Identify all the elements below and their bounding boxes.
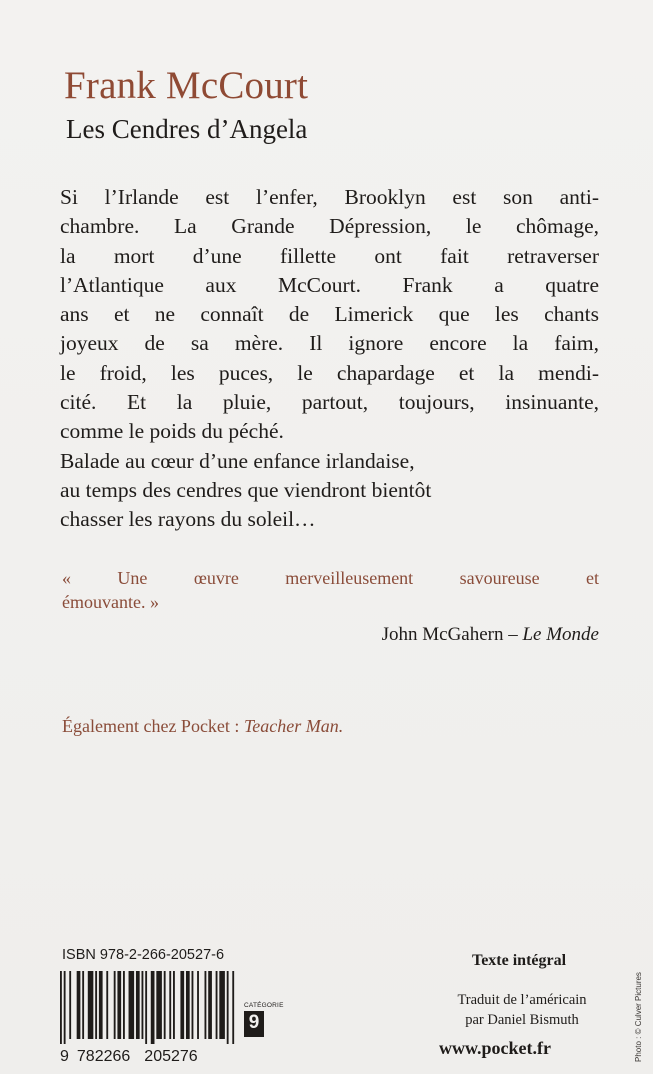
also-available	[62, 716, 343, 737]
also-book-title: Teacher Man.	[243, 716, 344, 736]
publisher-url: www.pocket.fr	[439, 1038, 551, 1058]
press-quote	[62, 566, 599, 614]
blurb-line: ans et ne connaît de Limerick que les chants	[60, 302, 599, 327]
barcode-group-1: 782266	[76, 1048, 131, 1065]
quote-line: « Une œuvre merveilleusement savoureuse et	[62, 568, 599, 588]
barcode-group-2: 205276	[144, 1048, 198, 1065]
blurb	[60, 183, 599, 535]
quote-source: Le Monde	[522, 624, 599, 645]
quote-attribution	[382, 624, 599, 646]
book-title: Les Cendres d’Angela	[66, 114, 308, 144]
blurb-line: cité. Et la pluie, partout, toujours, insinuante,	[60, 390, 599, 415]
also-prefix: Également chez Pocket :	[62, 716, 244, 736]
photo-credit: Photo : © Culver Pictures	[634, 972, 643, 1062]
integral-text-note: Texte intégral	[472, 952, 567, 969]
blurb-line: chambre. La Grande Dépression, le chômage,	[60, 214, 599, 239]
price-category	[244, 1002, 284, 1037]
isbn-number: ISBN 978-2-266-20527-6	[62, 947, 225, 963]
barcode-first-digit: 9	[60, 1048, 69, 1065]
translation-line: Traduit de l’américain	[457, 992, 587, 1008]
attribution-dash: –	[503, 624, 523, 645]
quote-line: émouvante. »	[62, 592, 159, 612]
blurb-line: la mort d’une fillette ont fait retraverser	[60, 243, 599, 268]
blurb-line: l’Atlantique aux McCourt. Frank a quatre	[60, 272, 599, 297]
blurb-line: au temps des cendres que viendront bientôt	[60, 477, 432, 502]
quote-author: John McGahern	[381, 624, 504, 645]
barcode	[60, 971, 236, 1044]
category-label: CATÉGORIE	[244, 1002, 284, 1009]
blurb-line: Si l’Irlande est l’enfer, Brooklyn est son anti-	[60, 185, 599, 209]
author-name: Frank McCourt	[64, 64, 309, 107]
blurb-line: joyeux de sa mère. Il ignore encore la faim,	[60, 331, 599, 356]
barcode-digits	[60, 1048, 198, 1066]
category-number: 9	[244, 1011, 264, 1037]
blurb-line: le froid, les puces, le chapardage et la mendi-	[60, 360, 599, 385]
translation-credit	[442, 990, 602, 1030]
translation-line: par Daniel Bismuth	[465, 1012, 579, 1028]
blurb-line: comme le poids du péché.	[60, 419, 284, 444]
blurb-line: Balade au cœur d’une enfance irlandaise,	[60, 448, 415, 473]
blurb-line: chasser les rayons du soleil…	[60, 507, 316, 532]
